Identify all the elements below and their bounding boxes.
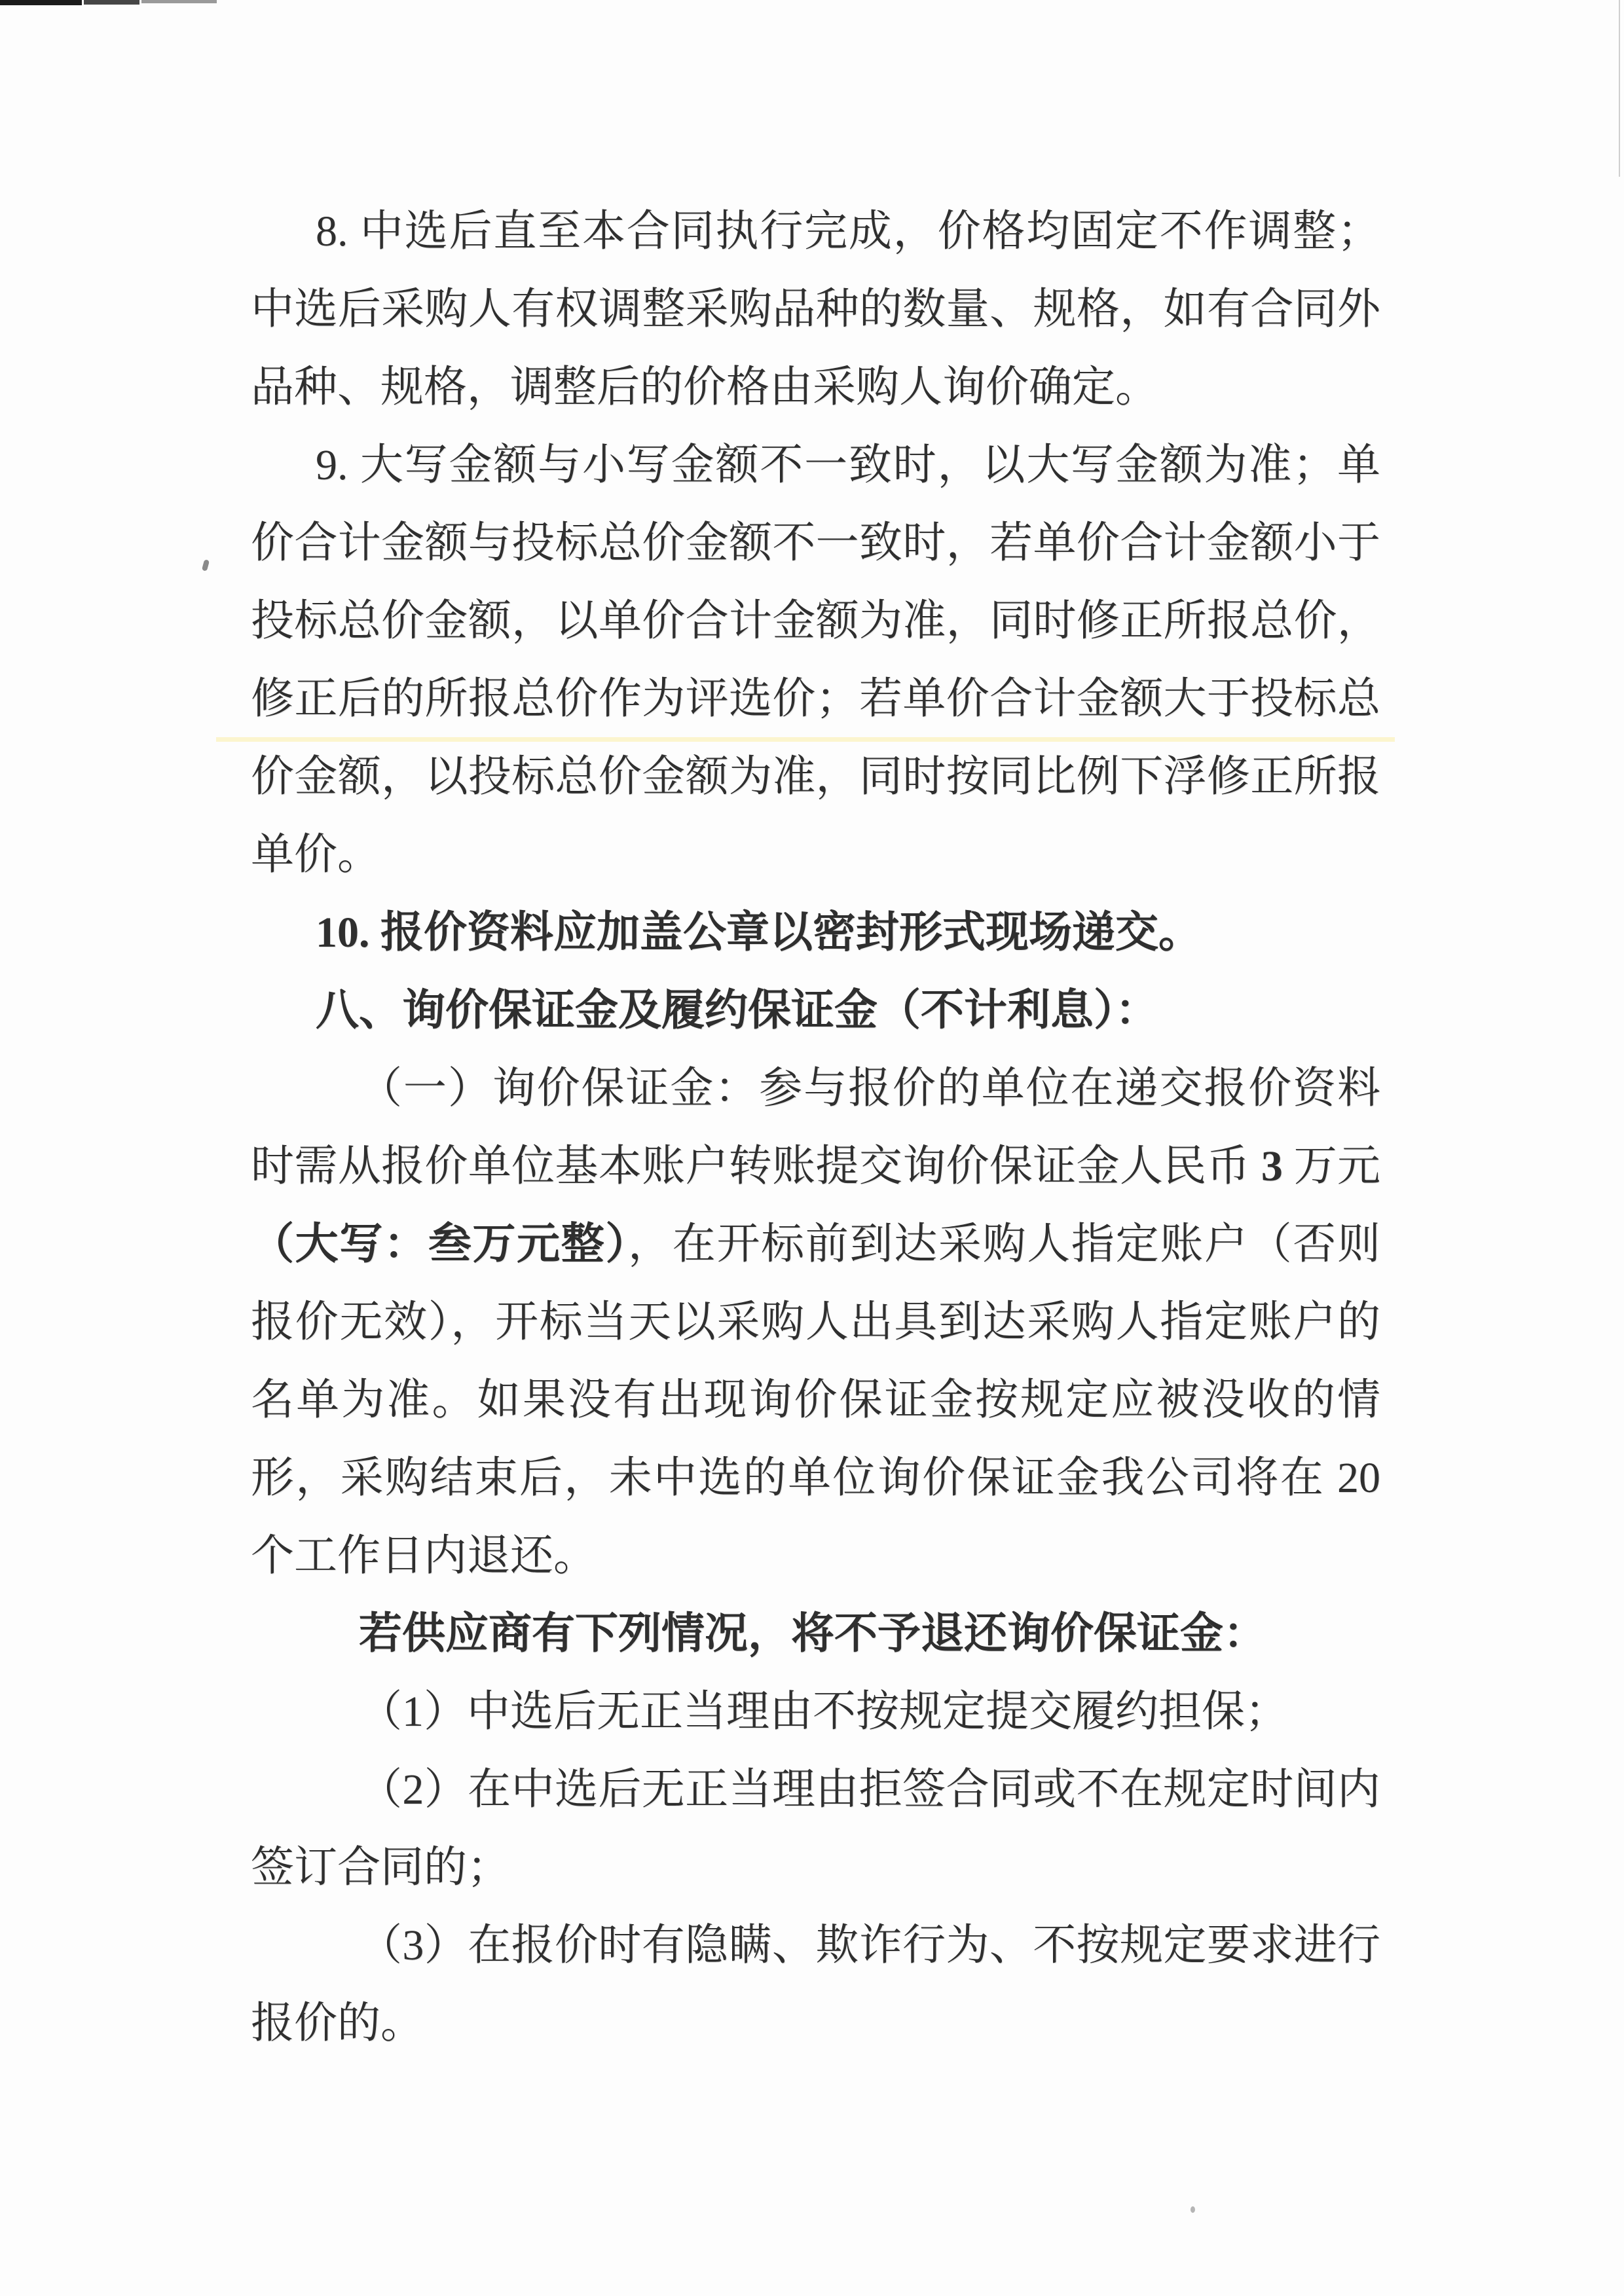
scan-artifact-top-edge-light <box>141 0 217 3</box>
document-body <box>251 192 1380 2062</box>
text-line <box>251 1049 1380 1127</box>
text-line <box>251 1906 1380 1984</box>
text-run: 签订合同的； <box>251 1844 510 1891</box>
text-line <box>251 894 1380 972</box>
deposit-amount-words: （大写：叁万元整） <box>251 1220 629 1268</box>
clause-10 <box>251 894 1380 972</box>
text-line <box>251 270 1380 348</box>
text-run: （一）询价保证金：参与报价的单位在递交报价资料 <box>359 1065 1380 1112</box>
text-run: ，在开标前到达采购人指定账户（否则 <box>628 1220 1381 1268</box>
para-inquiry-deposit <box>251 1049 1380 1595</box>
text-run: 中选后采购人有权调整采购品种的数量、规格，如有合同外 <box>251 285 1380 333</box>
text-run: （2）在中选后无正当理由拒签合同或不在规定时间内 <box>359 1766 1380 1813</box>
scan-artifact-top-edge-medium <box>84 0 139 5</box>
text-line <box>251 1283 1380 1361</box>
text-line <box>251 1517 1380 1595</box>
deposit-amount: 3 <box>1261 1142 1283 1190</box>
scan-artifact-right-edge-line <box>1619 0 1620 177</box>
clause-9 <box>251 426 1380 894</box>
text-run: 时需从报价单位基本账户转账提交询价保证金人民币 <box>251 1142 1261 1190</box>
text-line <box>251 192 1380 270</box>
text-run: 8. 中选后直至本合同执行完成，价格均固定不作调整； <box>316 208 1380 255</box>
section-heading-deposits <box>251 972 1380 1049</box>
text-line <box>251 348 1380 426</box>
forfeit-item-2 <box>251 1751 1380 1906</box>
text-run: 形，采购结束后，未中选的单位询价保证金我公司将在 20 <box>251 1454 1380 1502</box>
text-line <box>251 816 1380 894</box>
section-title <box>251 972 1380 1049</box>
text-run: 价金额，以投标总价金额为准，同时按同比例下浮修正所报 <box>251 753 1380 801</box>
text-line <box>251 660 1380 738</box>
text-run: 价合计金额与投标总价金额不一致时，若单价合计金额小于 <box>251 519 1380 567</box>
text-run: 投标总价金额，以单价合计金额为准，同时修正所报总价， <box>251 597 1380 645</box>
text-run: （3）在报价时有隐瞒、欺诈行为、不按规定要求进行 <box>359 1922 1380 1969</box>
para-forfeit-intro <box>251 1595 1380 1673</box>
text-line <box>251 1751 1380 1829</box>
text-run: 品种、规格，调整后的价格由采购人询价确定。 <box>251 363 1158 411</box>
text-line <box>251 738 1380 816</box>
text-line <box>251 1595 1380 1673</box>
text-run: 修正后的所报总价作为评选价；若单价合计金额大于投标总 <box>251 675 1380 723</box>
text-run: 名单为准。如果没有出现询价保证金按规定应被没收的情 <box>251 1376 1380 1424</box>
text-line <box>251 1439 1380 1517</box>
scan-artifact-top-edge-dark <box>0 0 82 5</box>
text-run: 若供应商有下列情况，将不予退还询价保证金： <box>359 1610 1266 1658</box>
text-run: 单价。 <box>251 831 380 879</box>
text-run: （1）中选后无正当理由不按规定提交履约担保； <box>359 1688 1288 1736</box>
text-run: 9. 大写金额与小写金额不一致时，以大写金额为准；单 <box>316 441 1380 489</box>
text-line <box>251 1829 1380 1906</box>
forfeit-item-1 <box>251 1673 1380 1751</box>
text-line <box>251 504 1380 582</box>
forfeit-item-3 <box>251 1906 1380 2062</box>
text-line <box>251 1673 1380 1751</box>
text-line <box>251 1361 1380 1439</box>
text-run: 万元 <box>1282 1142 1381 1190</box>
text-line <box>251 582 1380 660</box>
text-line <box>251 426 1380 504</box>
text-run: 八、询价保证金及履约保证金（不计利息）： <box>316 987 1158 1034</box>
text-run: 10. 报价资料应加盖公章以密封形式现场递交。 <box>316 909 1202 957</box>
text-run: 个工作日内退还。 <box>251 1532 597 1580</box>
clause-8 <box>251 192 1380 426</box>
scan-artifact-ink-speck <box>202 559 210 571</box>
text-run: 报价无效），开标当天以采购人出具到达采购人指定账户的 <box>251 1298 1380 1346</box>
text-run: 报价的。 <box>251 1999 424 2047</box>
scan-artifact-ink-speck <box>1190 2206 1195 2213</box>
text-line <box>251 1127 1380 1205</box>
text-line <box>251 1205 1380 1283</box>
text-line <box>251 1984 1380 2062</box>
